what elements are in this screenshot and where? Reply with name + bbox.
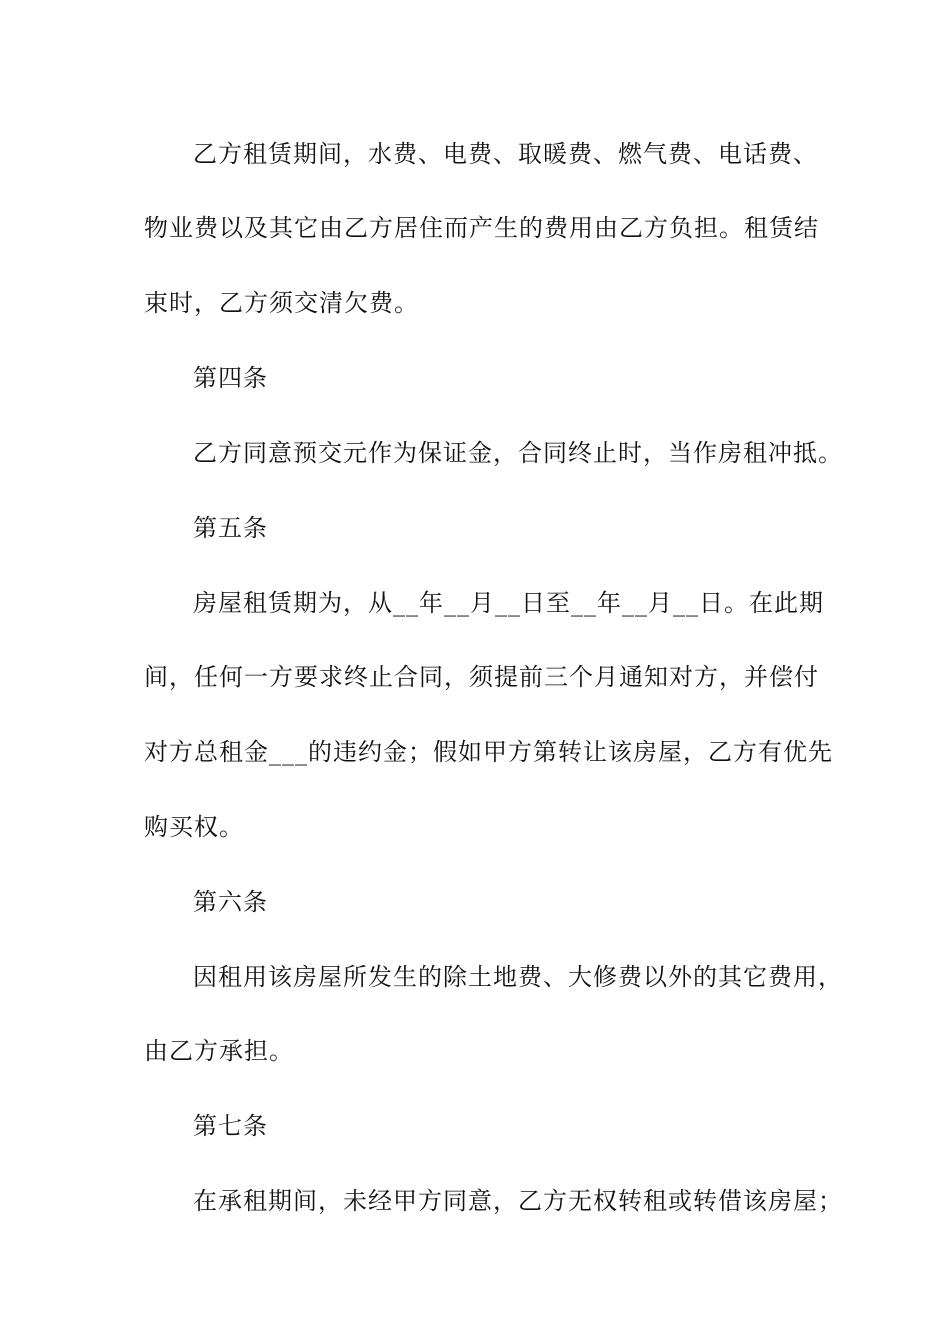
article-heading: 第六条 <box>193 888 268 916</box>
paragraph-line: 对方总租金___的违约金；假如甲方第转让该房屋，乙方有优先 <box>144 738 833 766</box>
paragraph-line: 房屋租赁期为，从__年__月__日至__年__月__日。在此期 <box>193 589 824 617</box>
paragraph-line: 物业费以及其它由乙方居住而产生的费用由乙方负担。租赁结 <box>144 214 819 242</box>
paragraph-line: 由乙方承担。 <box>144 1037 294 1065</box>
paragraph-line: 购买权。 <box>144 813 244 841</box>
paragraph-line: 束时，乙方须交清欠费。 <box>144 289 419 317</box>
article-heading: 第五条 <box>193 514 268 542</box>
paragraph-line: 在承租期间，未经甲方同意，乙方无权转租或转借该房屋； <box>193 1187 843 1215</box>
paragraph-line: 因租用该房屋所发生的除土地费、大修费以外的其它费用， <box>193 963 843 991</box>
article-heading: 第七条 <box>193 1112 268 1140</box>
article-heading: 第四条 <box>193 364 268 392</box>
paragraph-line: 乙方租赁期间，水费、电费、取暖费、燃气费、电话费、 <box>193 140 818 168</box>
paragraph-line: 间，任何一方要求终止合同，须提前三个月通知对方，并偿付 <box>144 663 819 691</box>
paragraph-line: 乙方同意预交元作为保证金，合同终止时，当作房租冲抵。 <box>193 439 843 467</box>
